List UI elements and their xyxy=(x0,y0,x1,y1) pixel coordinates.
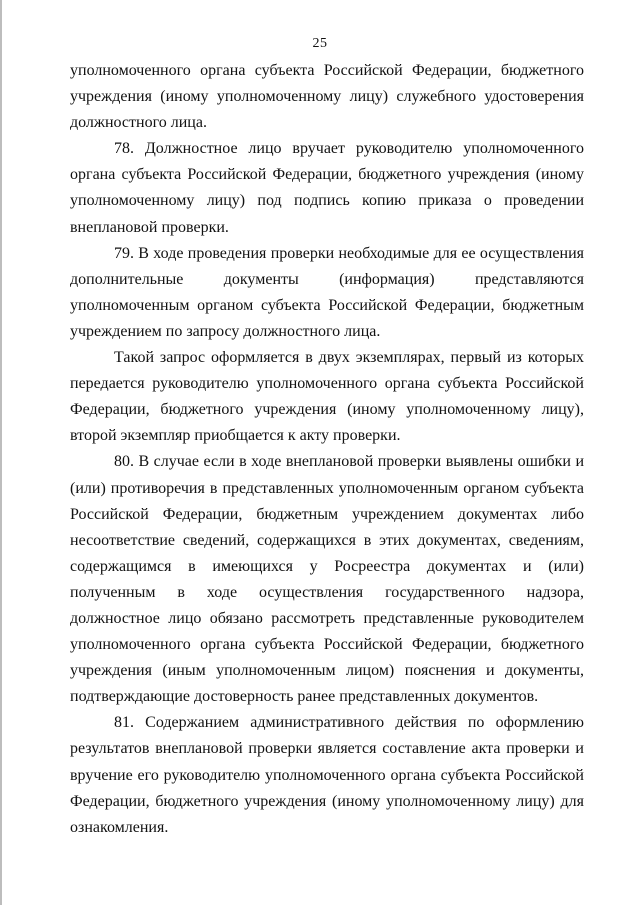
page-edge xyxy=(0,0,2,905)
paragraph-80: 80. В случае если в ходе внеплановой проверки выявлены ошибки и (или) противоречия в представленных уполномоченным органом субъекта Российской Федерации, бюджетным учреждением документах либо несоответствие сведений, содержащихся в этих документах, сведениям, содержащимся в имеющихся у Росреестра документах и (или) полученным в ходе осуществления государственного надзора, должностное лицо обязано рассмотреть представленные руководителем уполномоченного органа субъекта Российской Федерации, бюджетного учреждения (иным уполномоченным лицом) пояснения и документы, подтверждающие достоверность ранее представленных документов. xyxy=(70,453,584,706)
paragraph-79-request: Такой запрос оформляется в двух экземплярах, первый из которых передается руководителю уполномоченного органа субъекта Российской Федерации, бюджетного учреждения (иному уполномоченному лицу), второй экземпляр приобщается к акту проверки. xyxy=(70,349,584,445)
paragraph-78: 78. Должностное лицо вручает руководителю уполномоченного органа субъекта Российской Федерации, бюджетного учреждения (иному уполномоченному лицу) под подпись копию приказа о проведении внеплановой проверки. xyxy=(70,140,584,236)
paragraph-81: 81. Содержанием административного действия по оформлению результатов внеплановой проверки является составление акта проверки и вручение его руководителю уполномоченного органа субъекта Российской Федерации, бюджетного учреждения (иному уполномоченному лицу) для ознакомления. xyxy=(70,714,584,836)
page-number: 25 xyxy=(312,36,328,51)
document-body xyxy=(70,58,584,841)
paragraph-79: 79. В ходе проведения проверки необходимые для ее осуществления дополнительные документы (информация) представляются уполномоченным органом субъекта Российской Федерации, бюджетным учреждением по запросу должностного лица. xyxy=(70,244,584,340)
paragraph-continuation: уполномоченного органа субъекта Российской Федерации, бюджетного учреждения (иному уполномоченному лицу) служебного удостоверения должностного лица. xyxy=(70,62,584,132)
